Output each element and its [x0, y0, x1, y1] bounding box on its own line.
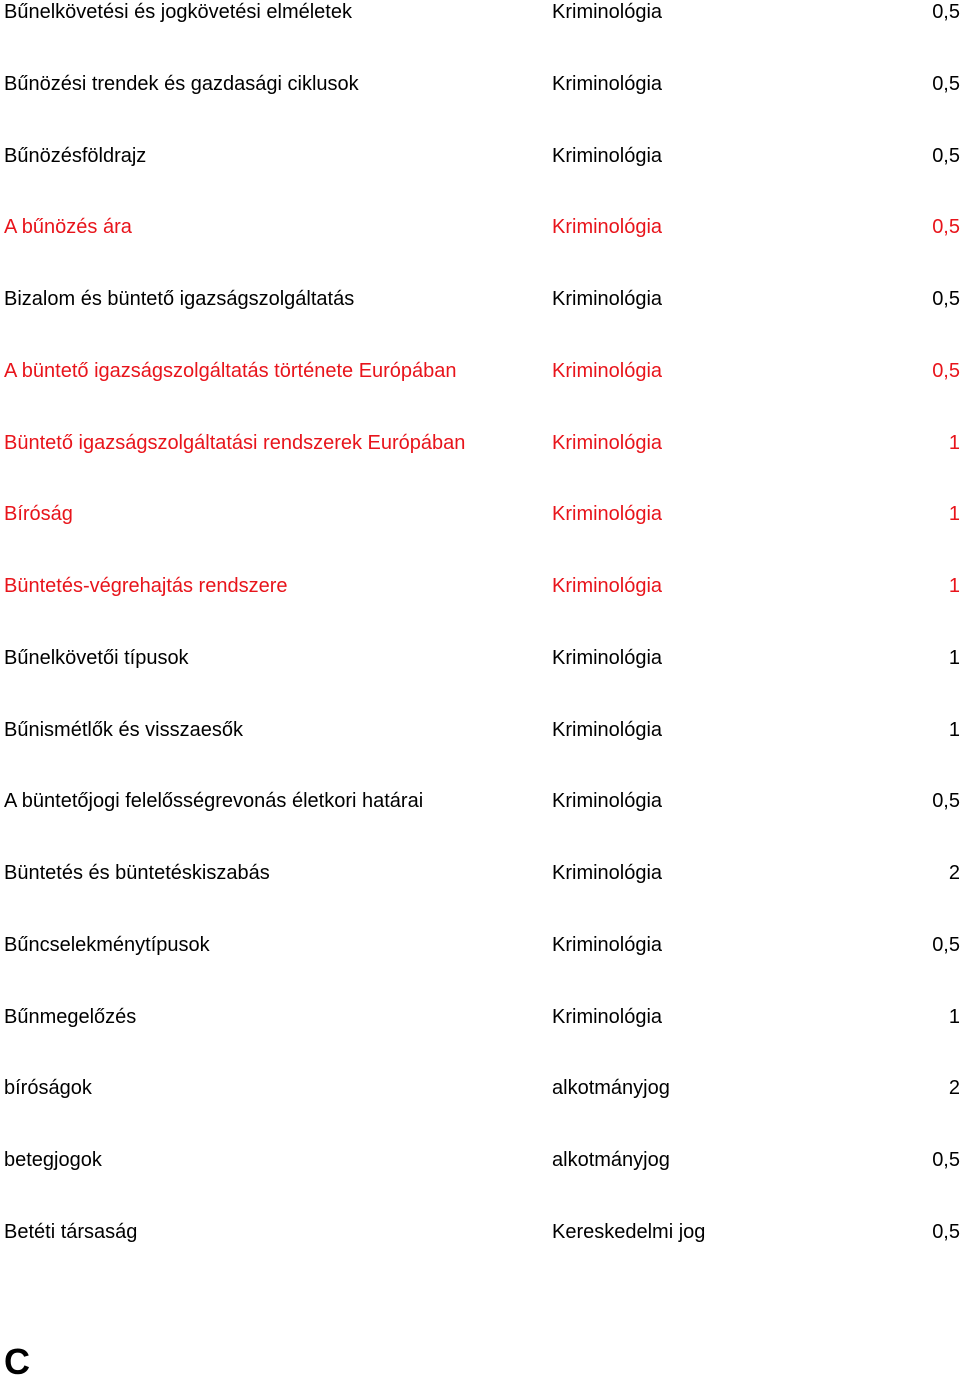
entry-subject: Kriminológia [552, 647, 663, 669]
entry-term: Bűncselekménytípusok [4, 934, 210, 956]
entry-value: 0,5 [932, 73, 960, 95]
entry-value: 2 [948, 1077, 960, 1099]
entry-subject: Kriminológia [552, 216, 663, 238]
entry-term: A büntető igazságszolgáltatás története Európában [4, 360, 457, 382]
entry-subject: Kriminológia [552, 288, 663, 310]
entry-subject: Kriminológia [552, 73, 663, 95]
entry-row [0, 861, 960, 885]
entry-row [0, 574, 960, 598]
entry-subject: alkotmányjog [552, 1149, 670, 1171]
entry-term: Bűnözési trendek és gazdasági ciklusok [4, 73, 359, 95]
entry-value: 0,5 [932, 145, 960, 167]
entry-subject: alkotmányjog [552, 1077, 670, 1099]
entry-row [0, 502, 960, 526]
entry-subject: Kriminológia [552, 790, 663, 812]
entry-value: 1 [948, 503, 960, 525]
entry-subject: Kriminológia [552, 934, 663, 956]
entry-row [0, 359, 960, 383]
entry-term: bíróságok [4, 1077, 92, 1099]
entry-row [0, 144, 960, 168]
entry-subject: Kriminológia [552, 1, 663, 23]
entry-value: 0,5 [932, 216, 960, 238]
entry-row [0, 1148, 960, 1172]
entry-value: 0,5 [932, 790, 960, 812]
entry-subject: Kriminológia [552, 1006, 663, 1028]
entry-subject: Kriminológia [552, 503, 663, 525]
entry-subject: Kriminológia [552, 360, 663, 382]
entry-term: Bűnözésföldrajz [4, 145, 147, 167]
entry-row [0, 72, 960, 96]
entry-term: Bűnelkövetői típusok [4, 647, 189, 669]
entry-value: 0,5 [932, 1, 960, 23]
section-letter-heading: C [4, 1341, 30, 1382]
entry-value: 0,5 [932, 288, 960, 310]
entry-value: 0,5 [932, 360, 960, 382]
entry-term: betegjogok [4, 1149, 102, 1171]
entry-value: 0,5 [932, 1221, 960, 1243]
entry-subject: Kriminológia [552, 575, 663, 597]
entry-value: 1 [948, 719, 960, 741]
entry-row [0, 1076, 960, 1100]
entry-term: Büntető igazságszolgáltatási rendszerek Európában [4, 432, 466, 454]
entry-value: 1 [948, 647, 960, 669]
entry-term: Bűnelkövetési és jogkövetési elméletek [4, 1, 352, 23]
entry-row [0, 1005, 960, 1029]
entry-row [0, 718, 960, 742]
entry-term: Bíróság [4, 503, 73, 525]
entry-value: 0,5 [932, 934, 960, 956]
entry-term: Bűnmegelőzés [4, 1006, 137, 1028]
entry-term: Bűnismétlők és visszaesők [4, 719, 243, 741]
entry-term: Betéti társaság [4, 1221, 138, 1243]
entry-value: 1 [948, 432, 960, 454]
entry-value: 2 [948, 862, 960, 884]
entry-term: Bizalom és büntető igazságszolgáltatás [4, 288, 355, 310]
entry-term: Büntetés és büntetéskiszabás [4, 862, 270, 884]
entry-row [0, 0, 960, 24]
entry-subject: Kriminológia [552, 432, 663, 454]
entry-term: A bűnözés ára [4, 216, 132, 238]
entry-row [0, 1220, 960, 1244]
entry-row [0, 933, 960, 957]
entry-value: 1 [948, 575, 960, 597]
entry-subject: Kriminológia [552, 862, 663, 884]
entry-value: 0,5 [932, 1149, 960, 1171]
entry-row [0, 287, 960, 311]
entry-subject: Kriminológia [552, 145, 663, 167]
entry-term: A büntetőjogi felelősségrevonás életkori határai [4, 790, 424, 812]
entry-term: Büntetés-végrehajtás rendszere [4, 575, 288, 597]
entry-row [0, 215, 960, 239]
entry-row [0, 431, 960, 455]
entry-row [0, 789, 960, 813]
entry-row [0, 646, 960, 670]
entry-subject: Kriminológia [552, 719, 663, 741]
entry-value: 1 [948, 1006, 960, 1028]
entry-subject: Kereskedelmi jog [552, 1221, 706, 1243]
